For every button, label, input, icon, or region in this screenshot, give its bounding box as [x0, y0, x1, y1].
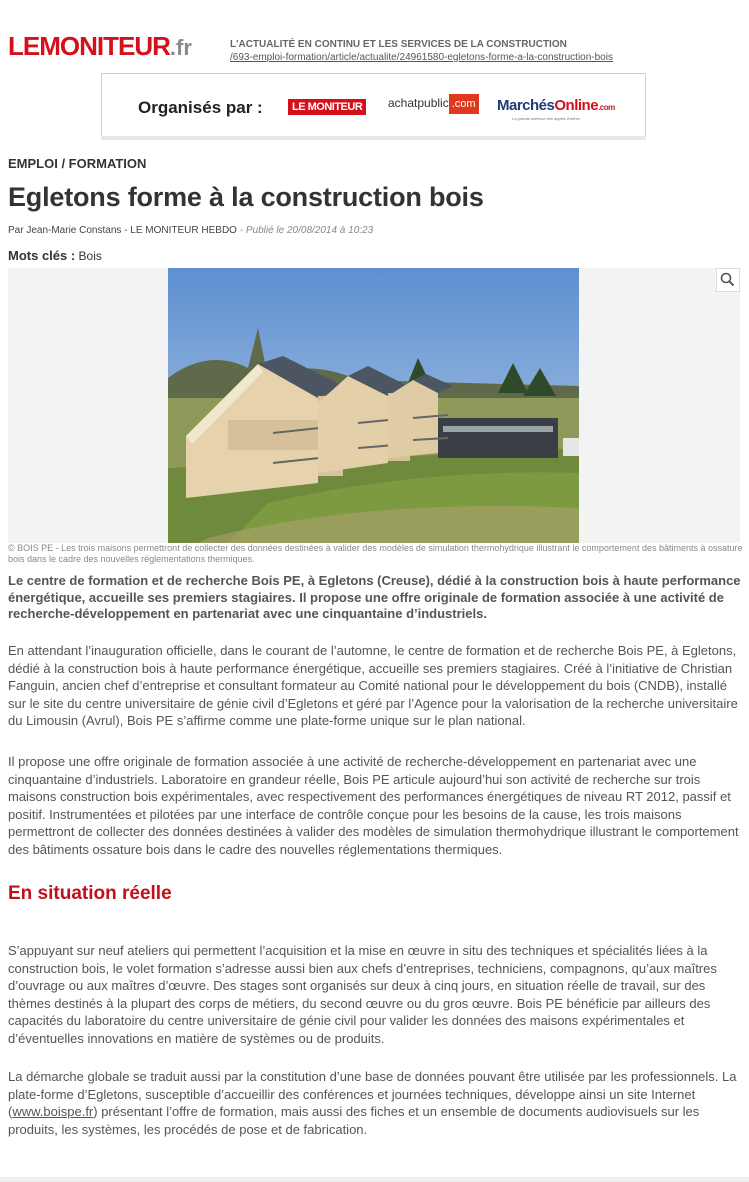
zoom-button[interactable]: [716, 268, 740, 292]
paragraph-text-end: ) présentant l’offre de formation, mais aussi des fiches et un ensemble de documents audiovisuels sur les produits, les systèmes, les procédés de pose et de fabrication.: [8, 1104, 700, 1137]
author: Par Jean-Marie Constans - LE MONITEUR HEBDO: [8, 225, 237, 236]
article-paragraph: S’appuyant sur neuf ateliers qui permettent l’acquisition et la mise en œuvre in situ des techniques et spécialités liées à la construction bois, le volet formation s’adresse aussi bien aux chefs d’entreprises, techniciens, compagnons, qu’aux maîtres d’ouvrage ou aux maîtres d’œuvre. Des stages sont organisés sur deux à cinq jours, en situation réelle de travail, sur des thèmes destinés à la plupart des corps de métiers, du second œuvre ou du gros œuvre. Bois PE bénéficie par ailleurs des capacités du laboratoire du centre universitaire de génie civil pour valider les données des maisons expérimentales et d’éventuelles innovations en matière de systèmes ou de produits.: [8, 943, 717, 1046]
page-url[interactable]: /693-emploi-formation/article/actualite/24961580-egletons-forme-a-la-construction-bois: [230, 52, 613, 63]
ad-banner[interactable]: [101, 73, 646, 137]
marches-tld: .com: [598, 103, 615, 112]
keyword-tag[interactable]: Bois: [78, 249, 102, 263]
banner-divider: [101, 136, 646, 140]
site-header: [8, 30, 743, 70]
article-title: Egletons forme à la construction bois: [8, 182, 484, 212]
article-section[interactable]: EMPLOI / FORMATION: [8, 156, 147, 171]
boispe-link[interactable]: www.boispe.fr: [12, 1104, 94, 1119]
achatpublic-text: achatpublic: [388, 96, 449, 110]
marches-text: Marchés: [497, 97, 555, 114]
online-text: Online: [554, 97, 599, 114]
publish-date: - Publié le 20/08/2014 à 10:23: [236, 225, 374, 236]
paragraph-text-start: La démarche globale se traduit aussi par la constitution d’une base de données pouvant être utilisée par les professionnels. La plate-forme d’Egletons, susceptible d’accueillir des conférences et journées techniques, développe ainsi un site Internet (: [8, 1069, 737, 1119]
photo-caption: © BOIS PE - Les trois maisons permettront de collecter des données destinées à valider des modèles de simulation thermohydrique illustrant le comportement des bâtiments à ossature bois dans le cadre des nouvelles réglementations thermiques.: [8, 543, 743, 564]
site-tagline: L'ACTUALITÉ EN CONTINU ET LES SERVICES DE LA CONSTRUCTION: [230, 39, 567, 50]
article-paragraph: En attendant l’inauguration officielle, dans le courant de l’automne, le centre de formation et de recherche Bois PE, à Egletons, dédié à la construction bois à haute performance énergétique, accueille ses premiers stagiaires. Créé à l’initiative de Christian Fanguin, ancien chef d’entreprise et consultant formateur au Comité national pour le développement du bois (CNDB), installé sur le site du centre universitaire de génie civil d’Egletons et géré par l’Agence pour la valorisation de la recherche universitaire du Limousin (Avrul), Bois PE s’affirme comme une plate-forme unique sur le plan national.: [8, 643, 738, 728]
banner-logo-achatpublic: [388, 96, 479, 110]
banner-organized-by: Organisés par :: [138, 98, 263, 117]
marchesonline-tagline: La grande adresse des appels d'offres: [512, 116, 580, 121]
keywords: [8, 248, 102, 263]
article-photo[interactable]: [168, 268, 579, 543]
achatpublic-badge: .com: [449, 94, 479, 114]
site-logo[interactable]: [8, 30, 192, 64]
banner-logo-marchesonline: [497, 97, 615, 114]
article-paragraph: [8, 1068, 743, 1138]
logo-tld: .fr: [169, 35, 192, 60]
article-subheading: En situation réelle: [8, 883, 172, 904]
footer-divider: [0, 1177, 749, 1182]
keywords-label: Mots clés :: [8, 248, 76, 263]
article-lead: Le centre de formation et de recherche Bois PE, à Egletons (Creuse), dédié à la construction bois à haute performance énergétique, accueille ses premiers stagiaires. Il propose une offre originale de formation associée à une activité de recherche-développement en partenariat avec une cinquantaine d’industriels.: [8, 573, 741, 621]
article-byline: [8, 225, 373, 236]
article-paragraph: Il propose une offre originale de formation associée à une activité de recherche-développement en partenariat avec une cinquantaine d’industriels. Laboratoire en grandeur réelle, Bois PE articule aujourd’hui son activité de recherche sur trois maisons construction bois expérimentales, avec respectivement des performances énergétiques de niveau RT 2012, passif et positif. Instrumentées et pilotées par une interface de contrôle conçue pour les besoins de la cause, les trois maisons permettront de collecter des données destinées à valider des modèles de simulation thermohydrique illustrant le comportement des bâtiments ossature bois dans le cadre des nouvelles réglementations thermiques.: [8, 754, 739, 857]
logo-main: LEMONITEUR: [8, 31, 170, 61]
banner-logo-lemoniteur: LE MONITEUR: [288, 99, 366, 115]
article-photo-container: [8, 268, 740, 543]
magnifier-icon: [717, 269, 739, 291]
